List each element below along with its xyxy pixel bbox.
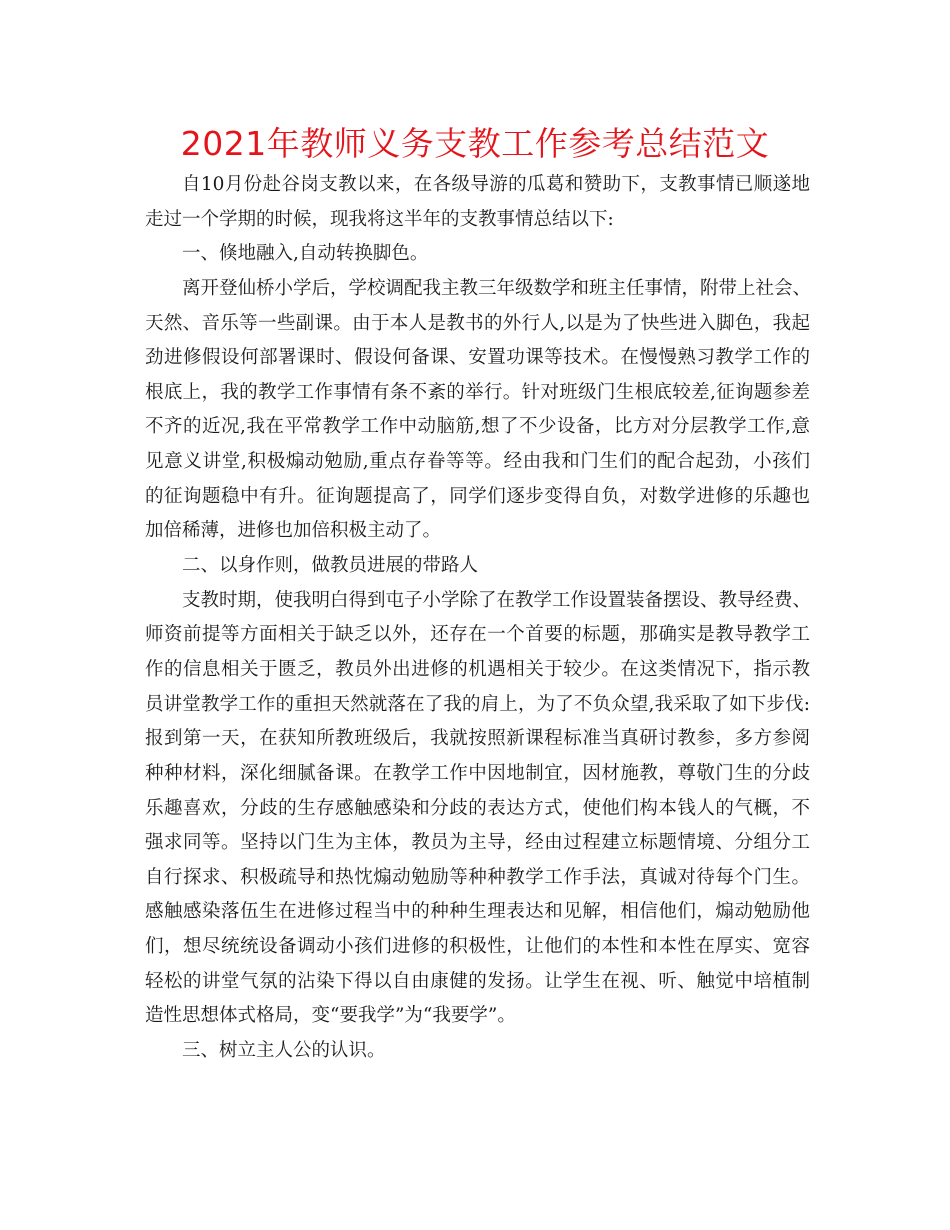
paragraph-line: 离开登仙桥小学后，学校调配我主教三年级数学和班主任事情，附带上社会、 [182, 277, 812, 299]
paragraph-line: 走过一个学期的时候，现我将这半年的支教事情总结以下: [145, 208, 614, 230]
paragraph-line: 强求同等。坚持以门生为主体，教员为主导，经由过程建立标题情境、分组分工 [145, 832, 810, 854]
paragraph-line: 自10月份赴谷岗支教以来，在各级导游的瓜葛和赞助下，支教事情已顺遂地 [182, 174, 810, 195]
document-body [145, 168, 810, 1069]
paragraph-line: 加倍稀薄，进修也加倍积极主动了。 [145, 520, 442, 542]
paragraph-line: 轻松的讲堂气氛的沾染下得以自由康健的发扬。让学生在视、听、触觉中培植制 [145, 970, 810, 992]
paragraph-line: 造性思想体式格局，变“要我学”为“我要学”。 [145, 1005, 516, 1027]
paragraph-line: 天然、音乐等一些副课。由于本人是教书的外行人,以是为了快些进入脚色，我起 [145, 312, 810, 334]
paragraph-line: 们，想尽统统设备调动小孩们进修的积极性，让他们的本性和本性在厚实、宽容 [145, 936, 810, 958]
paragraph-line: 员讲堂教学工作的重担天然就落在了我的肩上，为了不负众望,我采取了如下步伐: [145, 693, 810, 715]
paragraph-line: 作的信息相关于匮乏，教员外出进修的机遇相关于较少。在这类情况下，指示教 [145, 658, 810, 680]
section-heading: 一、倏地融入,自动转换脚色。 [182, 243, 429, 265]
paragraph-line: 种种材料，深化细腻备课。在教学工作中因地制宜，因材施教，尊敬门生的分歧 [145, 762, 810, 784]
paragraph-line: 自行探求、积极疏导和热忱煽动勉励等种种教学工作手法，真诚对待每个门生。 [145, 866, 810, 888]
paragraph-line: 根底上，我的教学工作事情有条不紊的举行。针对班级门生根底较差,征询题参差 [145, 381, 810, 403]
paragraph-line: 的征询题稳中有升。征询题提高了，同学们逐步变得自负，对数学进修的乐趣也 [145, 485, 810, 507]
document-title: 2021年教师义务支教工作参考总结范文 [180, 124, 770, 163]
paragraph-line: 不齐的近况,我在平常教学工作中动脑筋,想了不少设备，比方对分层教学工作,意 [145, 416, 810, 438]
paragraph-line: 师资前提等方面相关于缺乏以外，还存在一个首要的标题，那确实是教导教学工 [145, 624, 810, 646]
paragraph-line: 乐趣喜欢，分歧的生存感触感染和分歧的表达方式，使他们构本钱人的气概，不 [145, 797, 810, 819]
paragraph-line: 报到第一天，在获知所教班级后，我就按照新课程标准当真研讨教参，多方参阅 [145, 728, 810, 750]
paragraph-line: 劲进修假设何部署课时、假设何备课、安置功课等技术。在慢慢熟习教学工作的 [145, 347, 810, 369]
section-heading: 二、以身作则，做教员进展的带路人 [182, 555, 479, 577]
paragraph-line: 感触感染落伍生在进修过程当中的种种生理表达和见解，相信他们，煽动勉励他 [145, 901, 810, 923]
section-heading: 三、树立主人公的认识。 [182, 1040, 386, 1062]
paragraph-line: 见意义讲堂,积极煽动勉励,重点存眷等等。经由我和门生们的配合起劲，小孩们 [145, 451, 810, 473]
paragraph-line: 支教时期，使我明白得到屯子小学除了在教学工作设置装备摆设、教导经费、 [182, 589, 812, 611]
